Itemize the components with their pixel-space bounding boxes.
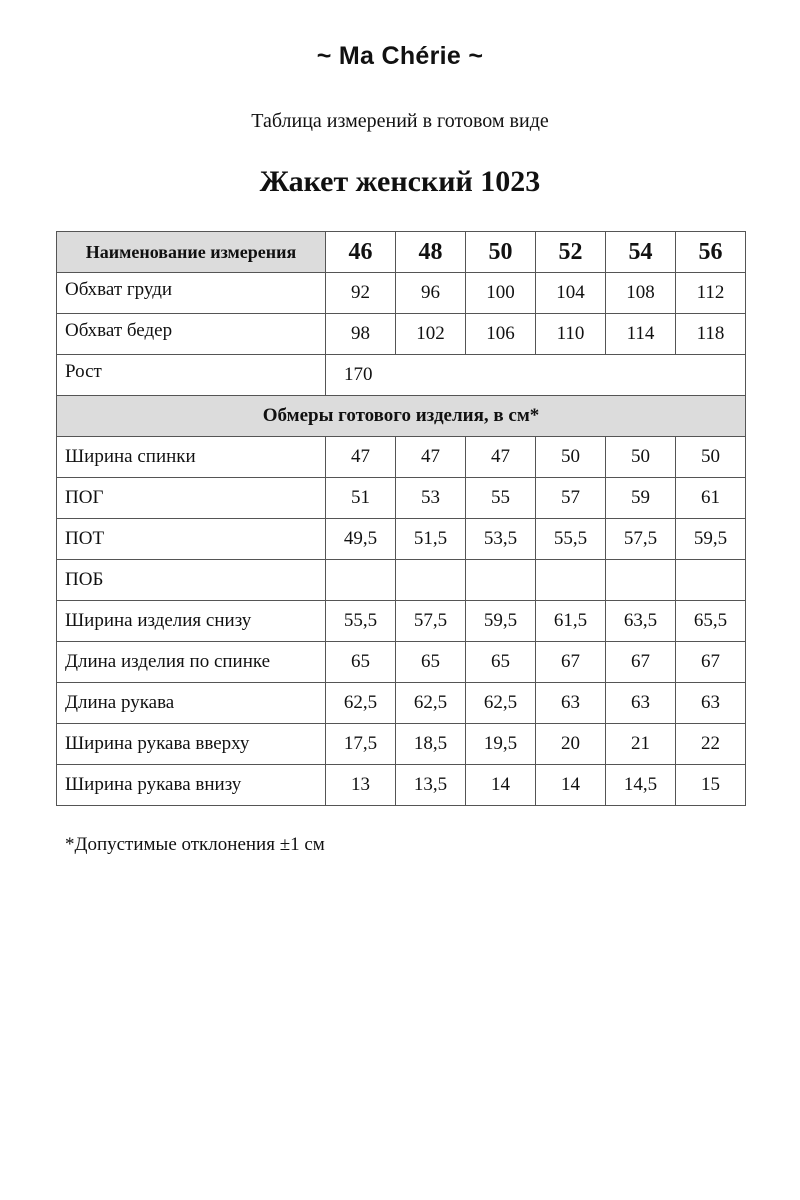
size-chart-table xyxy=(56,231,746,806)
table-row xyxy=(57,478,746,519)
measurement-value: 50 xyxy=(606,437,676,478)
measurement-value xyxy=(396,560,466,601)
table-row xyxy=(57,601,746,642)
measurement-value: 47 xyxy=(396,437,466,478)
header-measurement-name: Наименование измерения xyxy=(57,232,326,273)
measurement-value: 21 xyxy=(606,724,676,765)
measurement-name: Обхват груди xyxy=(57,273,326,314)
measurement-value: 55 xyxy=(466,478,536,519)
measurement-value: 50 xyxy=(536,437,606,478)
measurement-value: 118 xyxy=(676,314,746,355)
measurement-value: 47 xyxy=(326,437,396,478)
measurement-value: 53 xyxy=(396,478,466,519)
section-row xyxy=(57,396,746,437)
measurement-value: 96 xyxy=(396,273,466,314)
document-subtitle: Таблица измерений в готовом виде xyxy=(251,110,549,132)
section-heading: Обмеры готового изделия, в см* xyxy=(57,396,746,437)
header-size: 46 xyxy=(326,232,396,273)
measurement-value: 15 xyxy=(676,765,746,806)
measurement-value: 18,5 xyxy=(396,724,466,765)
measurement-value: 14 xyxy=(466,765,536,806)
table-row xyxy=(57,519,746,560)
table-row xyxy=(57,724,746,765)
measurement-name: Обхват бедер xyxy=(57,314,326,355)
measurement-value: 49,5 xyxy=(326,519,396,560)
measurement-value: 108 xyxy=(606,273,676,314)
measurement-value: 55,5 xyxy=(536,519,606,560)
measurement-value: 22 xyxy=(676,724,746,765)
product-title: Жакет женский 1023 xyxy=(259,165,541,198)
tolerance-footnote: *Допустимые отклонения ±1 см xyxy=(65,834,325,855)
measurement-value: 61 xyxy=(676,478,746,519)
measurement-value: 100 xyxy=(466,273,536,314)
measurement-value: 67 xyxy=(676,642,746,683)
measurement-value: 62,5 xyxy=(466,683,536,724)
measurement-name: ПОГ xyxy=(57,478,326,519)
measurement-value: 63 xyxy=(606,683,676,724)
measurement-name: Ширина спинки xyxy=(57,437,326,478)
measurement-value xyxy=(326,560,396,601)
measurement-value: 14 xyxy=(536,765,606,806)
measurement-value: 20 xyxy=(536,724,606,765)
measurement-value: 112 xyxy=(676,273,746,314)
measurement-value: 57 xyxy=(536,478,606,519)
measurement-value: 65 xyxy=(466,642,536,683)
table-row xyxy=(57,765,746,806)
measurement-name: Ширина изделия снизу xyxy=(57,601,326,642)
header-size: 56 xyxy=(676,232,746,273)
measurement-value: 110 xyxy=(536,314,606,355)
measurement-value: 59 xyxy=(606,478,676,519)
table-row xyxy=(57,437,746,478)
header-size: 52 xyxy=(536,232,606,273)
measurement-value xyxy=(536,560,606,601)
measurement-value: 57,5 xyxy=(606,519,676,560)
measurement-value xyxy=(466,560,536,601)
measurement-value: 59,5 xyxy=(466,601,536,642)
measurement-value: 61,5 xyxy=(536,601,606,642)
header-size: 54 xyxy=(606,232,676,273)
measurement-value: 106 xyxy=(466,314,536,355)
table-row xyxy=(57,683,746,724)
measurement-value: 92 xyxy=(326,273,396,314)
measurement-value: 51 xyxy=(326,478,396,519)
measurement-name: Ширина рукава вверху xyxy=(57,724,326,765)
measurement-value: 13,5 xyxy=(396,765,466,806)
measurement-value: 67 xyxy=(606,642,676,683)
header-size: 48 xyxy=(396,232,466,273)
height-value: 170 xyxy=(326,355,746,396)
measurement-value: 47 xyxy=(466,437,536,478)
header-row xyxy=(57,232,746,273)
brand-title: ~ Ma Chérie ~ xyxy=(316,42,484,70)
table-row xyxy=(57,314,746,355)
measurement-value: 63,5 xyxy=(606,601,676,642)
measurement-value: 104 xyxy=(536,273,606,314)
table-row-height xyxy=(57,355,746,396)
size-chart-body xyxy=(57,232,746,806)
measurement-value: 114 xyxy=(606,314,676,355)
header-size: 50 xyxy=(466,232,536,273)
measurement-value: 55,5 xyxy=(326,601,396,642)
measurement-value: 65 xyxy=(396,642,466,683)
measurement-value xyxy=(606,560,676,601)
measurement-value: 63 xyxy=(676,683,746,724)
table-row xyxy=(57,560,746,601)
table-row xyxy=(57,273,746,314)
measurement-value: 53,5 xyxy=(466,519,536,560)
measurement-value: 13 xyxy=(326,765,396,806)
measurement-name: Рост xyxy=(57,355,326,396)
table-row xyxy=(57,642,746,683)
measurement-value: 65,5 xyxy=(676,601,746,642)
measurement-value xyxy=(676,560,746,601)
measurement-value: 62,5 xyxy=(326,683,396,724)
measurement-name: Ширина рукава внизу xyxy=(57,765,326,806)
measurement-value: 102 xyxy=(396,314,466,355)
measurement-value: 17,5 xyxy=(326,724,396,765)
measurement-value: 50 xyxy=(676,437,746,478)
measurement-name: ПОТ xyxy=(57,519,326,560)
measurement-value: 67 xyxy=(536,642,606,683)
measurement-value: 59,5 xyxy=(676,519,746,560)
measurement-value: 14,5 xyxy=(606,765,676,806)
measurement-name: Длина изделия по спинке xyxy=(57,642,326,683)
measurement-value: 65 xyxy=(326,642,396,683)
measurement-value: 98 xyxy=(326,314,396,355)
measurement-value: 63 xyxy=(536,683,606,724)
measurement-name: ПОБ xyxy=(57,560,326,601)
measurement-value: 62,5 xyxy=(396,683,466,724)
measurement-value: 19,5 xyxy=(466,724,536,765)
measurement-value: 57,5 xyxy=(396,601,466,642)
measurement-name: Длина рукава xyxy=(57,683,326,724)
measurement-value: 51,5 xyxy=(396,519,466,560)
